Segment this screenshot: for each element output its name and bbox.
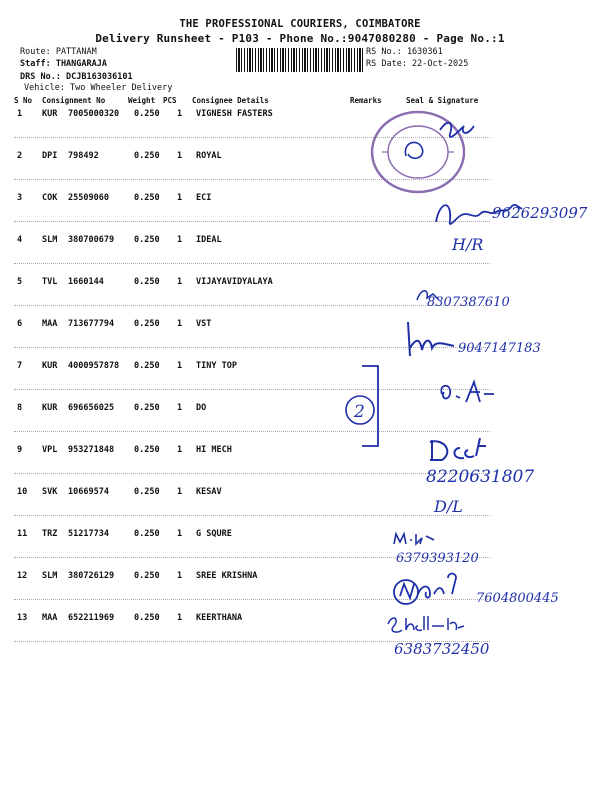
row-consignee: VST <box>196 319 212 329</box>
note-row-4: H/R <box>452 235 484 254</box>
row-pcs: 1 <box>177 487 183 497</box>
seal-stamp <box>362 112 482 197</box>
drs-number: DRS No.: DCJB163036101 <box>20 72 133 82</box>
vehicle-label: Vehicle: Two Wheeler Delivery <box>24 83 173 93</box>
row-origin: KUR <box>42 109 58 119</box>
note-row-10: D/L <box>434 497 463 516</box>
staff-label: Staff: THANGARAJA <box>20 59 107 69</box>
row-origin: TRZ <box>42 529 58 539</box>
runsheet-subtitle: Delivery Runsheet - P103 - Phone No.:9047080280 - Page No.:1 <box>95 32 505 45</box>
row-pcs: 1 <box>177 235 183 245</box>
row-weight: 0.250 <box>134 529 160 539</box>
signature-row-11 <box>390 530 520 566</box>
row-origin: SLM <box>42 235 58 245</box>
row-weight: 0.250 <box>134 151 160 161</box>
rs-number: RS No.: 1630361 <box>366 47 443 57</box>
row-sno: 10 <box>17 487 28 497</box>
row-consignment-no: 380726129 <box>68 571 115 581</box>
row-sno: 1 <box>17 109 23 119</box>
row-sno: 12 <box>17 571 28 581</box>
row-sno: 4 <box>17 235 23 245</box>
row-consignment-no: 380700679 <box>68 235 115 245</box>
row-origin: COK <box>42 193 58 203</box>
row-consignee: DO <box>196 403 207 413</box>
row-origin: SVK <box>42 487 58 497</box>
row-pcs: 1 <box>177 613 183 623</box>
row-consignee: ECI <box>196 193 212 203</box>
row-consignee: IDEAL <box>196 235 222 245</box>
row-weight: 0.250 <box>134 613 160 623</box>
row-weight: 0.250 <box>134 403 160 413</box>
row-consignment-no: 696656025 <box>68 403 115 413</box>
signature-row-8 <box>436 376 506 408</box>
row-consignment-no: 652211969 <box>68 613 115 623</box>
row-sno: 2 <box>17 151 23 161</box>
row-sno: 5 <box>17 277 23 287</box>
row-weight: 0.250 <box>134 445 160 455</box>
row-pcs: 1 <box>177 109 183 119</box>
row-consignment-no: 10669574 <box>68 487 109 497</box>
row-pcs: 1 <box>177 445 183 455</box>
col-remarks: Remarks <box>350 96 382 105</box>
col-consignee: Consignee Details <box>192 96 269 105</box>
row-origin: DPI <box>42 151 58 161</box>
row-sno: 6 <box>17 319 23 329</box>
row-separator <box>14 389 490 390</box>
row-consignee: ROYAL <box>196 151 222 161</box>
row-weight: 0.250 <box>134 109 160 119</box>
row-origin: VPL <box>42 445 58 455</box>
row-consignment-no: 1660144 <box>68 277 104 287</box>
phone-row-11: 6379393120 <box>396 551 479 566</box>
row-consignee: KESAV <box>196 487 222 497</box>
company-title: THE PROFESSIONAL COURIERS, COIMBATORE <box>179 18 421 30</box>
col-weight: Weight <box>128 96 156 105</box>
row-sno: 13 <box>17 613 28 623</box>
signature-row-5 <box>415 280 575 310</box>
row-pcs: 1 <box>177 361 183 371</box>
row-origin: MAA <box>42 319 58 329</box>
row-consignee: TINY TOP <box>196 361 237 371</box>
bracket-mark-row-7-8 <box>340 360 400 452</box>
phone-row-5: 8307387610 <box>427 295 510 310</box>
row-weight: 0.250 <box>134 319 160 329</box>
row-weight: 0.250 <box>134 193 160 203</box>
table-row <box>0 361 600 403</box>
rs-date: RS Date: 22-Oct-2025 <box>366 59 469 69</box>
row-origin: SLM <box>42 571 58 581</box>
barcode <box>236 48 363 72</box>
signature-row-9 <box>424 436 554 522</box>
row-consignee: HI MECH <box>196 445 232 455</box>
row-consignment-no: 713677794 <box>68 319 115 329</box>
row-pcs: 1 <box>177 193 183 203</box>
row-origin: MAA <box>42 613 58 623</box>
signature-row-3 <box>432 186 592 256</box>
row-weight: 0.250 <box>134 277 160 287</box>
row-consignment-no: 798492 <box>68 151 99 161</box>
row-consignment-no: 25509060 <box>68 193 109 203</box>
row-pcs: 1 <box>177 529 183 539</box>
row-sno: 8 <box>17 403 23 413</box>
row-consignment-no: 4000957878 <box>68 361 120 371</box>
mark-number: 2 <box>354 402 365 422</box>
row-origin: KUR <box>42 361 58 371</box>
row-separator <box>14 473 490 474</box>
row-weight: 0.250 <box>134 487 160 497</box>
phone-row-12: 7604800445 <box>476 591 559 606</box>
row-pcs: 1 <box>177 151 183 161</box>
row-origin: TVL <box>42 277 58 287</box>
phone-row-6: 9047147183 <box>458 341 541 356</box>
signature-row-13 <box>384 612 544 660</box>
row-consignment-no: 953271848 <box>68 445 115 455</box>
row-sno: 3 <box>17 193 23 203</box>
signature-row-12 <box>390 566 590 614</box>
row-pcs: 1 <box>177 319 183 329</box>
row-sno: 9 <box>17 445 23 455</box>
row-pcs: 1 <box>177 403 183 413</box>
row-pcs: 1 <box>177 277 183 287</box>
signature-row-6 <box>402 318 572 360</box>
row-consignee: G SQURE <box>196 529 232 539</box>
row-consignee: VIGNESH FASTERS <box>196 109 273 119</box>
row-origin: KUR <box>42 403 58 413</box>
row-separator <box>14 515 490 516</box>
row-separator <box>14 263 490 264</box>
row-sno: 7 <box>17 361 23 371</box>
phone-row-3: 9626293097 <box>492 204 588 222</box>
col-seal-signature: Seal & Signature <box>406 96 479 105</box>
row-consignment-no: 51217734 <box>68 529 109 539</box>
row-consignee: SREE KRISHNA <box>196 571 258 581</box>
row-consignee: VIJAYAVIDYALAYA <box>196 277 273 287</box>
phone-row-13: 6383732450 <box>394 640 490 658</box>
row-pcs: 1 <box>177 571 183 581</box>
row-weight: 0.250 <box>134 235 160 245</box>
row-consignee: KEERTHANA <box>196 613 243 623</box>
phone-row-9: 8220631807 <box>426 467 535 487</box>
route-label: Route: PATTANAM <box>20 47 97 57</box>
row-weight: 0.250 <box>134 361 160 371</box>
row-sno: 11 <box>17 529 28 539</box>
row-separator <box>14 221 490 222</box>
table-row <box>0 109 600 151</box>
col-consignment: Consignment No <box>42 96 106 105</box>
row-separator <box>14 431 490 432</box>
row-consignment-no: 7005000320 <box>68 109 120 119</box>
row-weight: 0.250 <box>134 571 160 581</box>
col-pcs: PCS <box>163 96 177 105</box>
col-sno: S No <box>14 96 33 105</box>
